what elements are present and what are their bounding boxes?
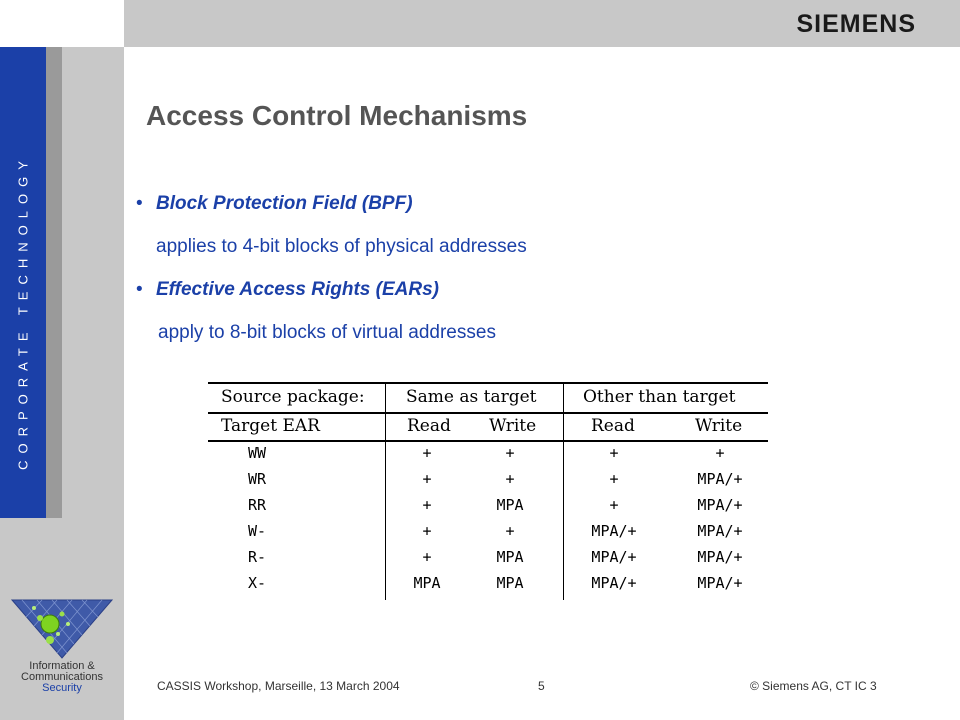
table-cell: MPA bbox=[496, 574, 524, 592]
sidebar-blue-strip bbox=[0, 47, 46, 518]
footer-event: CASSIS Workshop, Marseille, 13 March 2004 bbox=[157, 679, 400, 693]
sidebar bbox=[0, 0, 124, 720]
corporate-technology-label: CORPORATE TECHNOLOGY bbox=[15, 154, 31, 470]
table-group-header: Source package: bbox=[221, 387, 365, 407]
sidebar-shadow bbox=[46, 47, 62, 518]
table-group-header: Other than target bbox=[583, 387, 736, 407]
table-cell: + bbox=[422, 470, 432, 488]
department-label bbox=[0, 661, 124, 694]
table-header-rule bbox=[208, 412, 768, 414]
table-row-label: WW bbox=[248, 444, 267, 462]
dept-line: Information & bbox=[29, 660, 95, 672]
table-group-header: Same as target bbox=[406, 387, 537, 407]
slide-title: Access Control Mechanisms bbox=[146, 100, 528, 131]
dept-security: Security bbox=[42, 682, 82, 694]
table-cell: + bbox=[609, 470, 619, 488]
table-cell: + bbox=[505, 444, 515, 462]
table-cell: + bbox=[505, 522, 515, 540]
bullet-heading-text: Block Protection Field (BPF) bbox=[156, 193, 413, 214]
dept-line: Communications bbox=[21, 671, 103, 683]
table-cell: MPA bbox=[496, 496, 524, 514]
sidebar-corner bbox=[0, 0, 124, 47]
bullet-detail: applies to 4-bit blocks of physical addresses bbox=[156, 236, 527, 257]
bullet-heading-text: Effective Access Rights (EARs) bbox=[156, 279, 439, 300]
table-row-label: X- bbox=[248, 574, 267, 592]
table-cell: MPA/+ bbox=[697, 574, 743, 592]
bullet-marker: • bbox=[136, 279, 143, 300]
table-cell: + bbox=[422, 522, 432, 540]
bullet-heading bbox=[136, 279, 439, 301]
table-cell: + bbox=[505, 470, 515, 488]
table-cell: + bbox=[609, 496, 619, 514]
table-row-label: WR bbox=[248, 470, 267, 488]
bullet-heading bbox=[136, 193, 413, 215]
page-number: 5 bbox=[538, 679, 545, 693]
table-divider bbox=[563, 382, 564, 600]
network-triangle-icon bbox=[10, 598, 114, 660]
table-cell: MPA bbox=[413, 574, 441, 592]
footer-copyright: © Siemens AG, CT IC 3 bbox=[750, 679, 877, 693]
table-cell: MPA/+ bbox=[697, 496, 743, 514]
table-cell: + bbox=[715, 444, 725, 462]
table-sub-header: Read bbox=[407, 416, 451, 436]
table-subheader-rule bbox=[208, 440, 768, 442]
table-cell: MPA bbox=[496, 548, 524, 566]
table-row-label: R- bbox=[248, 548, 267, 566]
table-cell: + bbox=[422, 444, 432, 462]
table-cell: MPA/+ bbox=[591, 522, 637, 540]
table-cell: MPA/+ bbox=[591, 548, 637, 566]
table-row-label: RR bbox=[248, 496, 267, 514]
header-bar bbox=[124, 0, 960, 47]
table-cell: MPA/+ bbox=[697, 522, 743, 540]
siemens-logo: SIEMENS bbox=[796, 10, 916, 38]
table-cell: MPA/+ bbox=[591, 574, 637, 592]
table-row-label: W- bbox=[248, 522, 267, 540]
table-cell: + bbox=[422, 496, 432, 514]
table-cell: + bbox=[609, 444, 619, 462]
table-sub-header: Target EAR bbox=[221, 416, 320, 436]
table-sub-header: Write bbox=[489, 416, 537, 436]
table-divider bbox=[385, 382, 386, 600]
table-cell: MPA/+ bbox=[697, 548, 743, 566]
table-cell: + bbox=[422, 548, 432, 566]
table-top-rule bbox=[208, 382, 768, 384]
table-sub-header: Read bbox=[591, 416, 635, 436]
table-sub-header: Write bbox=[695, 416, 743, 436]
bullet-detail: apply to 8-bit blocks of virtual addresses bbox=[158, 322, 496, 343]
bullet-marker: • bbox=[136, 193, 143, 214]
table-cell: MPA/+ bbox=[697, 470, 743, 488]
